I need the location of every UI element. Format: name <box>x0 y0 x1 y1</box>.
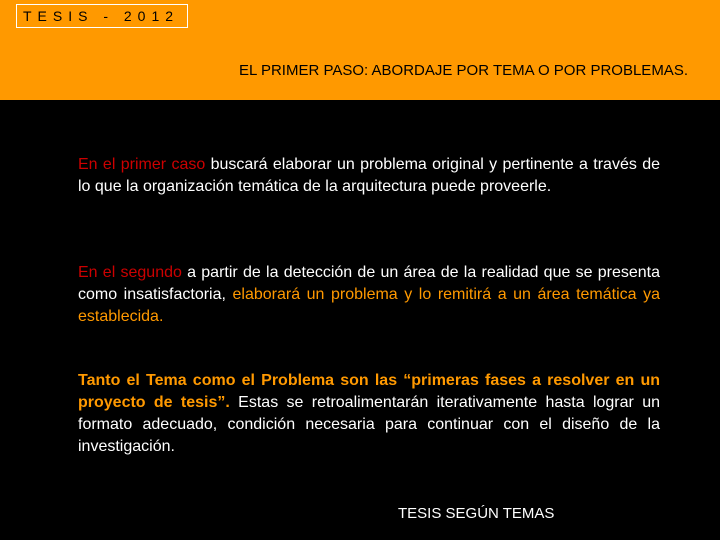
second-case-lead: En el segundo <box>78 264 182 281</box>
tesis-badge: TESIS - 2012 <box>16 4 188 28</box>
footer-label: TESIS SEGÚN TEMAS <box>398 505 555 522</box>
paragraph-conclusion <box>78 370 660 458</box>
conclusion-text: Estas se retroalimentarán iterativamente hasta lograr un formato adecuado, condición necesaria para continuar con el diseño de la investigación. <box>78 394 660 455</box>
first-case-text: buscará elaborar un problema original y pertinente a través de lo que la organización temática de la arquitectura puede proveerle. <box>78 156 661 195</box>
paragraph-second-case <box>78 262 660 328</box>
second-case-highlight: elaborará un problema y lo remitirá a un área temática ya establecida. <box>78 286 660 325</box>
first-case-lead: En el primer caso <box>78 156 206 173</box>
paragraph-first-case <box>78 154 660 198</box>
conclusion-lead: Tanto el Tema como el Problema son las “primeras fases a resolver en un proyecto de tesis”. <box>78 372 660 411</box>
slide-title: EL PRIMER PASO: ABORDAJE POR TEMA O POR PROBLEMAS. <box>238 62 688 79</box>
header-bar <box>0 0 720 100</box>
second-case-text: a partir de la detección de un área de la realidad que se presenta como insatisfactoria, <box>78 264 661 303</box>
